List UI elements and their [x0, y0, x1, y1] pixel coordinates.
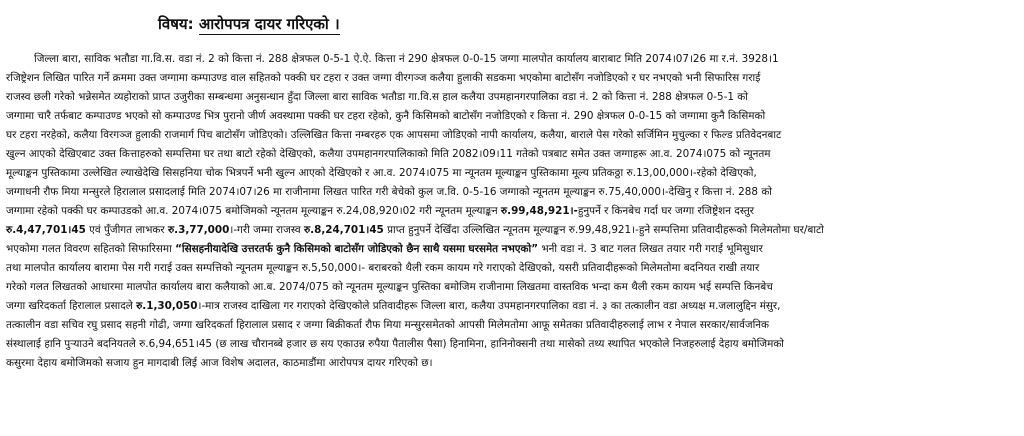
text-segment: एवं पुँजीगत लाभकर: [85, 224, 168, 236]
text-segment: हुनुपर्ने र किनबेच गर्दा घर जग्गा रजिष्ट्रेशन दस्तुर: [577, 205, 755, 217]
text-segment: जग्गामा चारै तर्फबाट कम्पाउण्ड भएको सो कम्पाउण्ड भित्र पुरानो जीर्ण अवस्थामा पक्की घर टहरा रहेको, कुनै किसिमको बाटोसँग नजोडिएको र कित्ता नं. 290 क्षेत्रफल 0-0-15 को जग्गामा कुनै किसिमको: [6, 110, 766, 122]
paragraph-line: [6, 297, 1016, 316]
text-segment: कसुरमा देहाय बमोजिमको सजाय हुन मागदाबी लिई आज विशेष अदालत, काठमाडौंमा आरोपपत्र दायर गरिएको छ।: [6, 357, 433, 369]
paragraph-line: [6, 126, 1016, 145]
paragraph-line: [6, 202, 1016, 221]
subject-label: विषय:: [158, 15, 194, 33]
text-segment: प्राप्त हुनुपर्ने देखिँदा उल्लिखित न्यूनतम मूल्याङ्कन रु.99,48,921।-हुने सम्पत्तिमा प्रतिवादीहरूको मिलेमतोमा घर/बाटो: [383, 224, 824, 236]
paragraph-line: [6, 316, 1016, 335]
text-segment: जिल्ला बारा, साविक भतौडा गा.वि.स. वडा नं. 2 को कित्ता नं. 288 क्षेत्रफल 0-5-1 ऐ.ऐ. कित्ता नं 290 क्षेत्रफल 0-0-15 जग्गा मालपोत कार्यालय बाराबाट मिति 2074।07।26 मा र.नं. 3928।1: [34, 53, 779, 65]
subject-heading: [158, 14, 340, 34]
text-segment: जग्गामा रहेको पक्की घर कम्पाउडको आ.व. 2074।075 बमोजिमको न्यूनतम मूल्याङ्कन रु.24,08,920।02 गरी न्यूनतम मूल्याङ्कन: [6, 205, 501, 217]
text-segment: घर टहरा नरहेको, कलैया विरगञ्ज हुलाकी राजमार्ग पिच बाटोसँग जोडिएको। उल्लिखित कित्ता नम्बरहरु एक आपसमा जोडिएको नापी कार्यालय, कलैया, बाराले पेस गरेको सर्जिमिन मुचुल्का र फिल्ड प्रतिवेदनबाट: [6, 129, 782, 141]
paragraph-line: [6, 107, 1016, 126]
paragraph-line: [6, 145, 1016, 164]
text-segment: राजस्व छली गरेको भन्नेसमेत व्यहोराको प्राप्त उजुरीका सम्बन्धमा अनुसन्धान हुँदा जिल्ला बारा साविक भतौडा गा.वि.स हाल कलैया उपमहानगरपालिका वडा नं. 2 को कित्ता नं. 288 क्षेत्रफल 0-5-1 को: [6, 91, 748, 103]
paragraph-line: [6, 164, 1016, 183]
text-segment: तत्कालीन वडा सचिव रघु प्रसाद सहनी गोढी, जग्गा खरिदकर्ता हिरालाल प्रसाद र जग्गा बिक्रीकर्ता रौफ मिया मन्सुरसमेतको आपसी मिलेमतोमा आफू समेतका प्रतिवादीहरुलाई लाभ र नेपाल सरकार/सार्वजनिक: [6, 319, 770, 331]
bold-text-segment: “सिसहनीयादेखि उत्तरतर्फ कुनै किसिमको बाटोसँग जोडिएको छैन साथै यसमा घरसमेत नभएको”: [175, 243, 539, 255]
text-segment: संस्थालाई हानि पुऱ्याउने बदनियतले रु.6,94,651।45 (छ लाख चौरानब्बे हजार छ सय एकाउन्न रुपैया पैतालीस पैसा) हिनामिना, हानिनोक्सनी तथा मासेको तथ्य स्थापित भएकोले निजहरुलाई देहाय बमोजिमको: [6, 338, 784, 350]
text-segment: जग्गाधनी रौफ मिया मन्सुरले हिरालाल प्रसादलाई मिति 2074।07।26 मा राजीनामा लिखत पारित गरी बेचेको कुल ज.वि. 0-5-16 जग्गाको न्यूनतम मूल्याङ्कन रु.75,40,000।-देखिनु र कित्ता नं. 288 को: [6, 186, 772, 198]
text-segment: भएकोमा गलत विवरण सहितको सिफारिसमा: [6, 243, 176, 255]
subject-title: आरोपपत्र दायर गरिएको ।: [198, 15, 340, 33]
paragraph-line: [6, 259, 1016, 278]
charge-sheet-paragraph: [6, 50, 1016, 373]
bold-text-segment: रु.1,30,050: [136, 300, 198, 312]
paragraph-line: [6, 335, 1016, 354]
paragraph-line: [6, 183, 1016, 202]
text-segment: गरेको गलत लिखतको आधारमा मालपोत कार्यालय बारा कलैयाको आ.ब. 2074/075 को न्यूनतम मूल्याङ्कन पुस्तिका बमोजिम राजीनामा लिखतमा वास्तविक भन्दा कम थैली रकम कायम भई सम्पत्ति किनबेच: [6, 281, 773, 293]
text-segment: ।-गरी जम्मा राजस्व: [229, 224, 304, 236]
paragraph-line: [6, 88, 1016, 107]
text-segment: मूल्याङ्कन पुस्तिकामा उल्लेखित ल्याखेदेखि सिसहनिया चोक भित्रपर्ने भनी खुल्न आएको देखिएको र आ.व. 2074।075 मा न्यूनतम मूल्याङ्कन पुस्तिकामा मूल्य प्रतिकठ्ठा रु.13,00,000।-रहेको देखिएको,: [6, 167, 757, 179]
paragraph-line: [6, 50, 1016, 69]
text-segment: रजिष्ट्रेशन लिखित पारित गर्ने क्रममा उक्त जग्गामा कम्पाउण्ड वाल सहितको पक्की घर टहरा र उक्त जग्गा वीरगञ्ज कलैया हुलाकी सडकमा भएकोमा बाटोसँग नजोडिएको र घर नभएको भनी सिफारिस गराई: [6, 72, 761, 84]
paragraph-line: [6, 221, 1016, 240]
paragraph-line: [6, 69, 1016, 88]
paragraph-line: [6, 278, 1016, 297]
bold-text-segment: रु.3,77,000: [167, 224, 230, 236]
text-segment: जग्गा खरिदकर्ता हिरालाल प्रसादले: [6, 300, 137, 312]
text-segment: ।-मात्र राजस्व दाखिला गर गराएको देखिएकोले प्रतिवादीहरू जिल्ला बारा, कलैया उपमहानगरपालिका वडा नं. ३ का तत्कालीन वडा अध्यक्ष म.जलालुद्दिन मंसुर,: [197, 300, 781, 312]
bold-text-segment: रु.8,24,701।45: [303, 224, 384, 236]
text-segment: खुल्न आएको देखिएबाट उक्त कित्ताहरुको सम्पत्तिमा घर तथा बाटो रहेको देखिएको, कलैया उपमहानगरपालिकाको मिति 2082।09।11 गतेको पत्रबाट समेत उक्त जग्गाहरू आ.व. 2074।075 को न्यूनतम: [6, 148, 771, 160]
bold-text-segment: रु.4,47,701।45: [6, 224, 86, 236]
paragraph-line: [6, 240, 1016, 259]
bold-text-segment: रु.99,48,921।-: [500, 205, 578, 217]
paragraph-line: [6, 354, 1016, 373]
text-segment: तथा मालपोत कार्यालय बारामा पेस गरी गराई उक्त सम्पत्तिको न्यूनतम मूल्याङ्कन रु.5,50,000।- बराबरको थैली रकम कायम गरे गराएको देखिएको, यसरी प्रतिवादीहरूको मिलेमतोमा बदनियत राखी तयार: [6, 262, 760, 274]
text-segment: भनी वडा नं. 3 बाट गलत लिखत तयार गरी गराई भूमिसुधार: [538, 243, 763, 255]
